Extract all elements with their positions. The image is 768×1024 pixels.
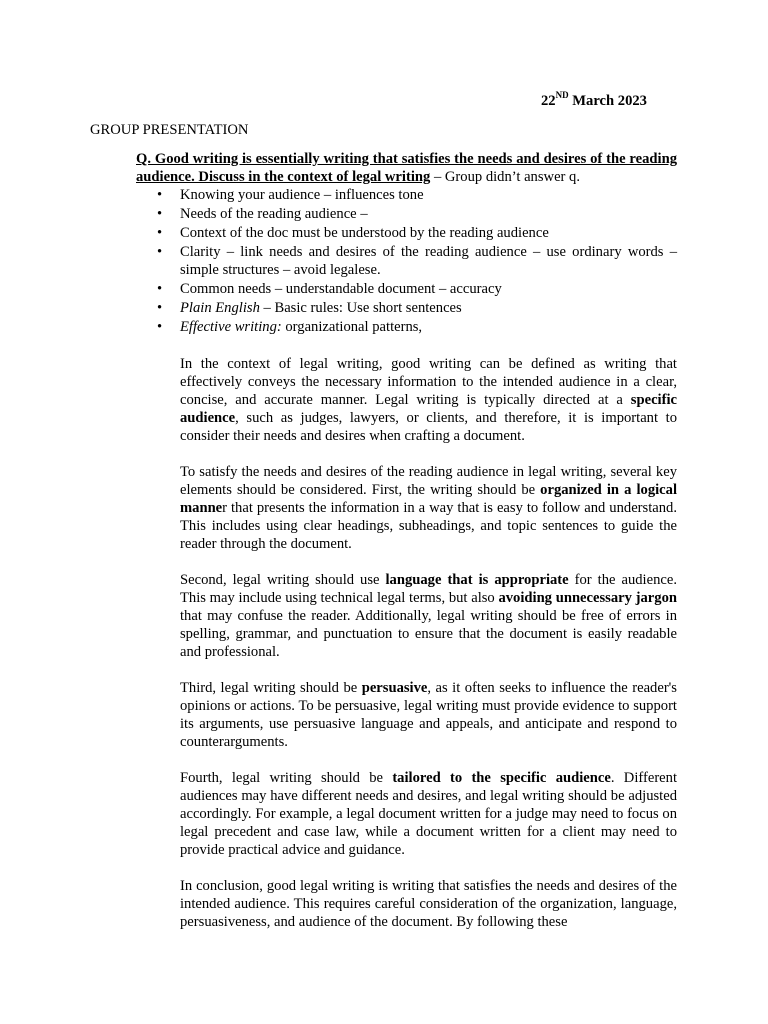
bullet-icon: •	[157, 281, 163, 297]
date-rest: March 2023	[568, 93, 647, 109]
date-day: 22	[541, 93, 556, 109]
date-suffix: ND	[555, 90, 569, 101]
paragraph-tailored: Fourth, legal writing should be tailored to the specific audience. Different audiences may have different needs and desires, and legal writing should be adjusted accordingly. For example, a legal document written for a judge may need to focus on legal precedent and case law, while a document written for a client may need to provide practical advice and guidance.	[180, 770, 678, 858]
bullet-icon: •	[157, 187, 163, 203]
paragraph-intro: In the context of legal writing, good writing can be defined as writing that effectively conveys the necessary information to the intended audience in a clear, concise, and accurate manner. Legal writing is typically directed at a specific audience, such as judges, lawyers, or clients, and therefore, it is important to consider their needs and desires when crafting a document.	[180, 356, 677, 444]
list-item: • Needs of the reading audience –	[157, 206, 368, 222]
bullet-icon: •	[157, 244, 163, 260]
bullet-icon: •	[157, 319, 163, 335]
bullet-icon: •	[157, 300, 163, 316]
section-heading: GROUP PRESENTATION	[90, 122, 249, 138]
paragraph-persuasive: Third, legal writing should be persuasive, as it often seeks to influence the reader's opinions or actions. To be persuasive, legal writing must provide evidence to support its arguments, use persuasive language and appeals, and anticipate and respond to counterarguments.	[180, 680, 677, 750]
question-text	[136, 150, 677, 186]
question-note: – Group didn’t answer q.	[430, 169, 580, 185]
list-item: • Clarity – link needs and desires of the reading audience – use ordinary words – simple structures – avoid legalese.	[157, 244, 677, 278]
list-item: • Effective writing: organizational patterns,	[157, 319, 423, 335]
essay-body	[180, 355, 677, 949]
list-item: • Common needs – understandable document – accuracy	[157, 281, 502, 297]
paragraph-conclusion: In conclusion, good legal writing is writing that satisfies the needs and desires of the intended audience. This requires careful consideration of the organization, language, persuasiveness, and audience of the document. By following these	[180, 878, 677, 930]
bullet-icon: •	[157, 206, 163, 222]
paragraph-organization: To satisfy the needs and desires of the reading audience in legal writing, several key elements should be considered. First, the writing should be organized in a logical manner that presents the information in a way that is easy to follow and understand. This includes using clear headings, subheadings, and topic sentences to guide the reader through the document.	[180, 464, 677, 552]
document-date	[541, 92, 647, 110]
list-item: • Knowing your audience – influences tone	[157, 187, 424, 203]
bullet-icon: •	[157, 225, 163, 241]
bullet-list	[136, 186, 677, 337]
list-item: • Plain English – Basic rules: Use short sentences	[157, 300, 462, 316]
question-bold: Q. Good writing is essentially writing that satisfies the needs and desires of the reading audience. Discuss in the context of legal writing	[136, 151, 677, 185]
list-item: • Context of the doc must be understood by the reading audience	[157, 225, 549, 241]
paragraph-language: Second, legal writing should use language that is appropriate for the audience. This may include using technical legal terms, but also avoiding unnecessary jargon that may confuse the reader. Additionally, legal writing should be free of errors in spelling, grammar, and punctuation to ensure that the document is easily readable and professional.	[180, 572, 677, 660]
